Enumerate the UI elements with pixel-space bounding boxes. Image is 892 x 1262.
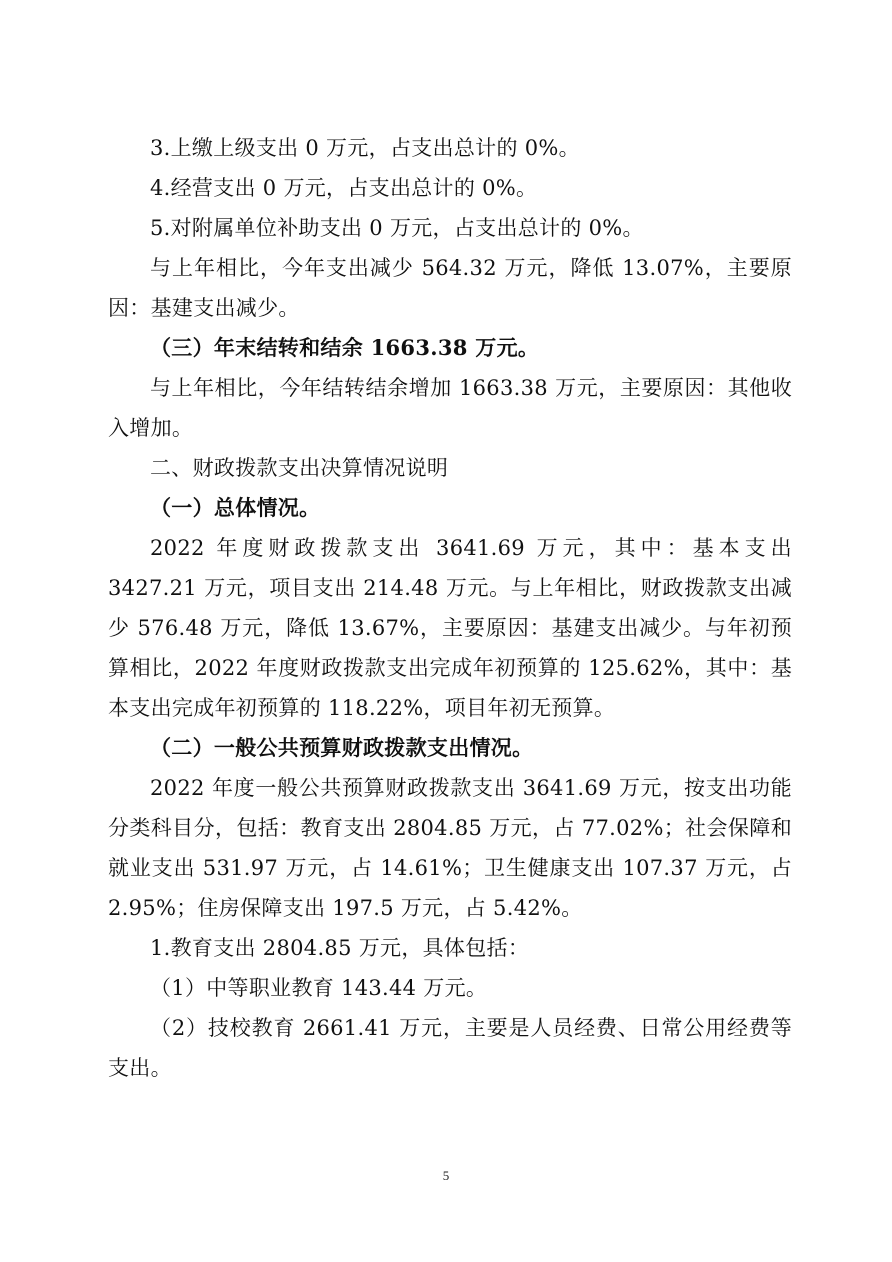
heading-overall-situation: （一）总体情况。 (150, 495, 321, 520)
paragraph-technical-school: （2）技校教育 2661.41 万元，主要是人员经费、日常公用经费等支出。 (108, 1016, 792, 1080)
heading-section-two: 二、财政拨款支出决算情况说明 (150, 456, 449, 480)
paragraph-subsidiary-expense: 5.对附属单位补助支出 0 万元，占支出总计的 0%。 (150, 216, 644, 240)
paragraph-expense-comparison: 与上年相比，今年支出减少 564.32 万元，降低 13.07%，主要原因：基建支出减少。 (108, 256, 792, 320)
page-number: 5 (442, 1168, 450, 1183)
paragraph-balance-comparison: 与上年相比，今年结转结余增加 1663.38 万元，主要原因：其他收入增加。 (108, 376, 792, 440)
paragraph-overall-situation: 2022 年度财政拨款支出 3641.69 万元，其中：基本支出 3427.21 万元，项目支出 214.48 万元。与上年相比，财政拨款支出减少 576.48 万元，降低 13.67%，主要原因：基建支出减少。与年初预算相比，2022 年度财政拨款支出完成年初预算的 125.62%，其中：基本支出完成年初预算的 118.22%，项目年初无预算。 (108, 536, 792, 720)
heading-year-end-balance: （三）年末结转和结余 1663.38 万元。 (150, 335, 540, 360)
paragraph-vocational-education: （1）中等职业教育 143.44 万元。 (150, 976, 488, 1000)
document-body (108, 128, 792, 1088)
paragraph-higher-level-expense: 3.上缴上级支出 0 万元，占支出总计的 0%。 (150, 136, 580, 160)
heading-general-budget: （二）一般公共预算财政拨款支出情况。 (150, 735, 534, 760)
paragraph-business-expense: 4.经营支出 0 万元，占支出总计的 0%。 (150, 176, 538, 200)
paragraph-general-budget: 2022 年度一般公共预算财政拨款支出 3641.69 万元，按支出功能分类科目分，包括：教育支出 2804.85 万元，占 77.02%；社会保障和就业支出 531.97 万元，占 14.61%；卫生健康支出 107.37 万元，占 2.95%；住房保障支出 197.5 万元，占 5.42%。 (108, 776, 792, 920)
paragraph-education-expense: 1.教育支出 2804.85 万元，具体包括： (150, 936, 530, 960)
